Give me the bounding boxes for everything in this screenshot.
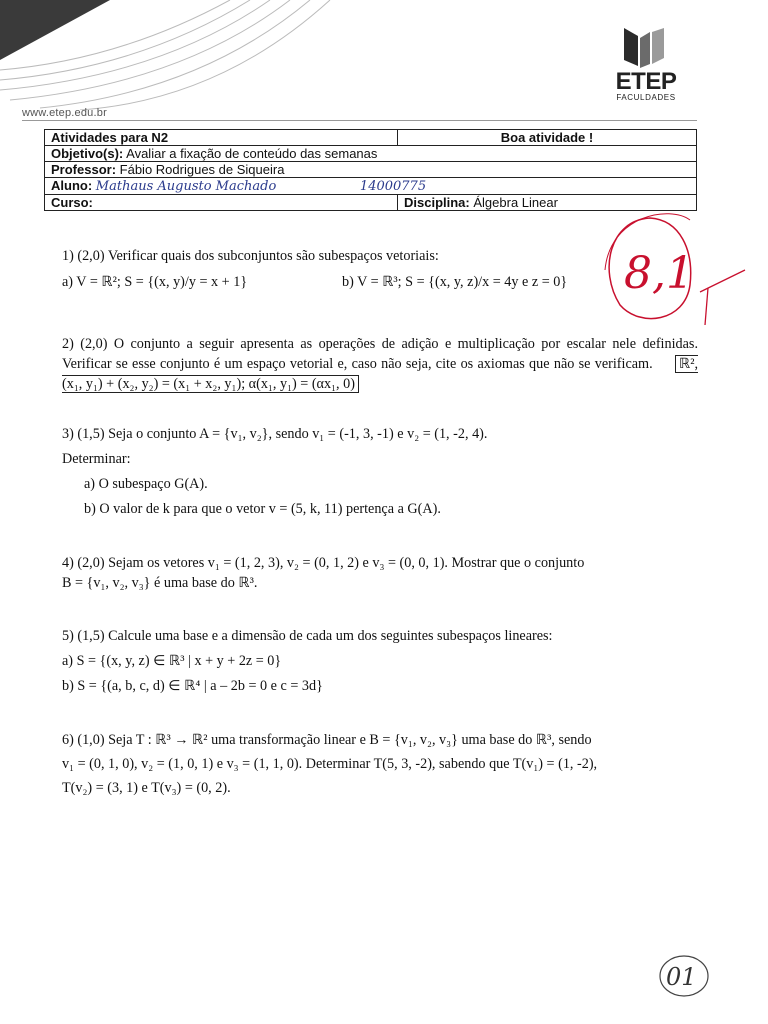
q2-boxed-set: ℝ², (x₁, y₁) + (x₂, y₂) = (x₁ + x₂, y₁); α(x₁, y₁) = (αx₁, 0) xyxy=(62,356,699,392)
student-name: Mathaus Augusto Machado xyxy=(95,179,277,194)
discipline-value: Álgebra Linear xyxy=(473,195,558,210)
question-1 xyxy=(62,246,702,292)
question-2 xyxy=(62,334,698,394)
q5-item-b: b) S = {(a, b, c, d) ∈ ℝ⁴ | a – 2b = 0 e c = 3d} xyxy=(62,678,323,694)
logo-name: ETEP xyxy=(615,68,677,95)
q1-item-a: a) V = ℝ²; S = {(x, y)/y = x + 1} xyxy=(62,274,248,290)
professor-row xyxy=(45,162,697,178)
q5-item-a: a) S = {(x, y, z) ∈ ℝ³ | x + y + 2z = 0} xyxy=(62,653,282,669)
course-cell xyxy=(45,195,398,211)
page-number: 01 xyxy=(666,963,697,991)
q4-line-2: B = {v₁, v₂, v₃} é uma base do ℝ³. xyxy=(62,575,258,591)
objective-row xyxy=(45,146,697,162)
header-table xyxy=(44,129,697,211)
question-5 xyxy=(62,626,702,696)
q3-determine: Determinar: xyxy=(62,451,131,467)
website-url: www.etep.edu.br xyxy=(22,107,107,119)
greeting: Boa atividade ! xyxy=(398,130,697,146)
q4-line-1: 4) (2,0) Sejam os vetores v₁ = (1, 2, 3), v₂ = (0, 1, 2) e v₃ = (0, 0, 1). Mostrar que o conjunto xyxy=(62,555,585,571)
q5-title: 5) (1,5) Calcule uma base e a dimensão de cada um dos seguintes subespaços lineares: xyxy=(62,628,553,644)
student-row xyxy=(45,178,697,195)
q1-title: 1) (2,0) Verificar quais dos subconjuntos são subespaços vetoriais: xyxy=(62,248,439,264)
objective-value: Avaliar a fixação de conteúdo das semanas xyxy=(126,146,378,161)
professor-label: Professor: xyxy=(51,162,117,177)
grade-value: 8,1 xyxy=(624,248,694,299)
q6-line-3: T(v₂) = (3, 1) e T(v₃) = (0, 2). xyxy=(62,780,231,796)
page-number-mark xyxy=(656,950,716,1000)
q6-line-2: v₁ = (0, 1, 0), v₂ = (1, 0, 1) e v₃ = (1, 1, 0). Determinar T(5, 3, -2), sabendo que T(v₁) = (1, -2), xyxy=(62,756,598,772)
q6-line-1: 6) (1,0) Seja T : ℝ³ → ℝ² uma transformação linear e B = {v₁, v₂, v₃} uma base do ℝ³, sendo xyxy=(62,732,592,748)
professor-value: Fábio Rodrigues de Siqueira xyxy=(119,162,285,177)
question-6 xyxy=(62,728,702,800)
corner-decoration xyxy=(0,0,340,110)
header-rule xyxy=(22,120,697,121)
q2-text: 2) (2,0) O conjunto a seguir apresenta as operações de adição e multiplicação por escalar nele definidas. Verificar se esse conjunto é um espaço vetorial e, caso não seja, cite os axiomas que não se verificam. xyxy=(62,336,698,372)
logo-subtitle: FACULDADES xyxy=(616,93,676,102)
question-4 xyxy=(62,553,702,593)
activity-title: Atividades para N2 xyxy=(45,130,398,146)
student-id: 14000775 xyxy=(359,179,427,194)
discipline-label: Disciplina: xyxy=(404,195,470,210)
discipline-cell xyxy=(398,195,697,211)
q1-item-b: b) V = ℝ³; S = {(x, y, z)/x = 4y e z = 0} xyxy=(342,274,568,290)
objective-label: Objetivo(s): xyxy=(51,146,124,161)
q3-item-b: b) O valor de k para que o vetor v = (5, k, 11) pertença a G(A). xyxy=(84,501,441,517)
question-3 xyxy=(62,424,702,519)
q3-item-a: a) O subespaço G(A). xyxy=(84,476,208,492)
q3-title: 3) (1,5) Seja o conjunto A = {v₁, v₂}, sendo v₁ = (-1, 3, -1) e v₂ = (1, -2, 4). xyxy=(62,426,488,442)
course-label: Curso: xyxy=(51,195,93,210)
student-label: Aluno: xyxy=(51,178,93,193)
